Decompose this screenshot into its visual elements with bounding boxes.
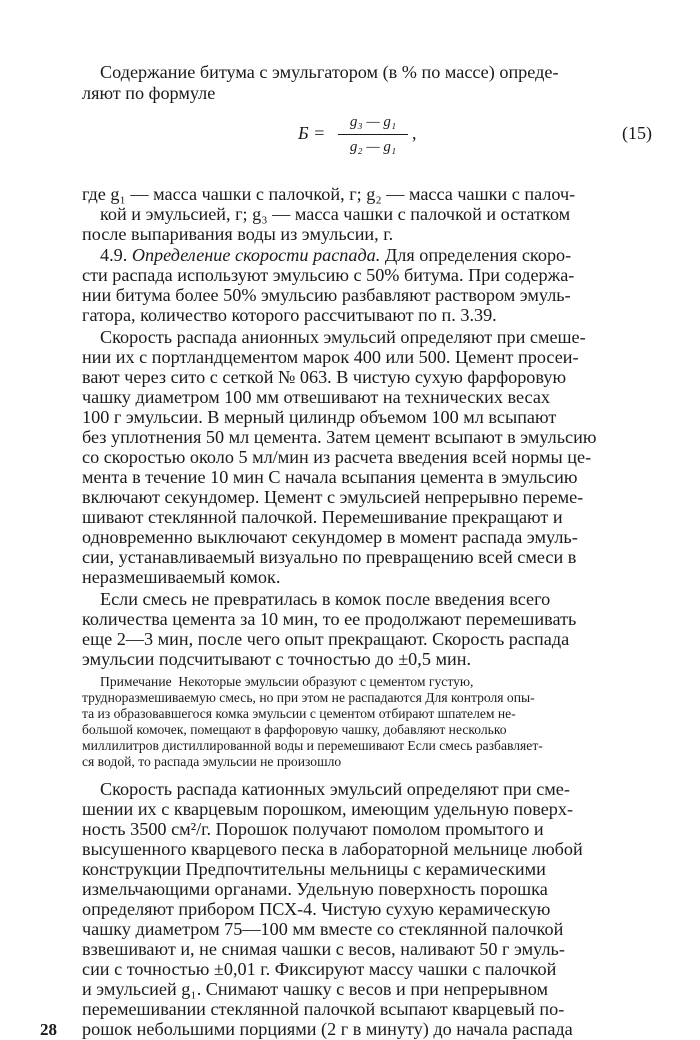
text-line: нии их с портландцементом марок 400 или 500. Цемент просеи- <box>82 347 579 367</box>
text-line: где g₁ — масса чашки с палочкой, г; g₂ — масса чашки с палоч- <box>82 184 576 204</box>
text-line: со скоростью около 5 мл/мин из расчета введения всей нормы це- <box>82 447 592 467</box>
text-line: количества цемента за 10 мин, то ее продолжают перемешивать <box>82 609 577 629</box>
text-line: ность 3500 см²/г. Порошок получают помолом промытого и <box>82 819 544 839</box>
text-line: неразмешиваемый комок. <box>82 567 281 587</box>
text-line: 100 г эмульсии. В мерный цилиндр объемом 100 мл всыпают <box>82 407 557 427</box>
note-line: миллилитров дистиллированной воды и перемешивают Если смесь разбавляет- <box>82 738 543 753</box>
section-heading-line <box>100 245 571 265</box>
text-line: взвешивают и, не снимая чашки с весов, наливают 50 г эмуль- <box>82 939 565 959</box>
text-line: гатора, количество которого рассчитывают по п. 3.39. <box>82 305 497 325</box>
text-line: Содержание битума с эмульгатором (в % по массе) опреде- <box>100 62 559 82</box>
text-line: нии битума более 50% эмульсию разбавляют раствором эмуль- <box>82 285 571 305</box>
formula-denominator: g₂ — g₁ <box>349 139 397 155</box>
section-number: 4.9. <box>100 245 132 265</box>
text-line: конструкции Предпочтительны мельницы с керамическими <box>82 859 546 879</box>
fraction-bar <box>338 134 408 135</box>
text-line: вают через сито с сеткой № 063. В чистую сухую фарфоровую <box>82 367 567 387</box>
text-line: после выпаривания воды из эмульсии, г. <box>82 224 394 244</box>
text-line: еще 2—3 мин, после чего опыт прекращают. Скорость распада <box>82 629 570 649</box>
text-line: перемешивании стеклянной палочкой всыпают кварцевый по- <box>82 999 565 1019</box>
section-heading-text <box>100 245 571 265</box>
note-line: большой комочек, помещают в фарфоровую чашку, добавляют несколько <box>82 722 507 737</box>
text-line: Если смесь не превратилась в комок после введения всего <box>100 589 551 609</box>
text-line: кой и эмульсией, г; g₃ — масса чашки с палочкой и остатком <box>100 204 571 224</box>
text-line: Скорость распада катионных эмульсий определяют при сме- <box>100 779 570 799</box>
text-line: одновременно выключают секундомер в момент распада эмуль- <box>82 527 578 547</box>
text-line: чашку диаметром 75—100 мм вместе со стеклянной палочкой <box>82 919 564 939</box>
text-line: определяют прибором ПСХ-4. Чистую сухую керамическую <box>82 899 551 919</box>
text-line: ляют по формуле <box>82 83 216 103</box>
section-text: Для определения скоро- <box>380 245 572 265</box>
text-line: высушенного кварцевого песка в лабораторной мельнице любой <box>82 839 583 859</box>
text-line: эмульсии подсчитывают с точностью до ±0,5 мин. <box>82 649 471 669</box>
text-line: рошок небольшими порциями (2 г в минуту) до начала распада <box>82 1019 573 1039</box>
text-line: включают секундомер. Цемент с эмульсией непрерывно переме- <box>82 487 584 507</box>
text-line: чашку диаметром 100 мм отвешивают на технических весах <box>82 387 551 407</box>
note-line: ся водой, то распада эмульсии не произошло <box>82 754 342 769</box>
text-line: и эмульсией g₁. Снимают чашку с весов и при непрерывном <box>82 979 549 999</box>
section-title: Определение скорости распада. <box>131 245 381 265</box>
text-line: измельчающими органами. Удельную поверхность порошка <box>82 879 548 899</box>
text-line: сии, устанавливаемый визуально по превращению всей смеси в <box>82 547 577 567</box>
formula-number: (15) <box>622 123 652 143</box>
note-line: та из образовавшегося комка эмульсии с цементом отбирают шпателем не- <box>82 706 516 721</box>
text-line: сии с точностью ±0,01 г. Фиксируют массу чашки с палочкой <box>82 959 557 979</box>
text-line: мента в течение 10 мин С начала всыпания цемента в эмульсию <box>82 467 578 487</box>
text-line: Скорость распада анионных эмульсий определяют при смеше- <box>100 327 586 347</box>
formula-lhs: Б = <box>298 123 326 143</box>
note-line: Примечание Некоторые эмульсии образуют с цементом густую, <box>100 674 474 689</box>
page-number: 28 <box>40 1020 57 1039</box>
formula-comma: , <box>412 123 417 143</box>
text-line: без уплотнения 50 мл цемента. Затем цемент всыпают в эмульсию <box>82 427 597 447</box>
formula-numerator: g₃ — g₁ <box>349 114 397 130</box>
text-line: шивают стеклянной палочкой. Перемешивание прекращают и <box>82 507 563 527</box>
text-line: сти распада используют эмульсию с 50% битума. При содержа- <box>82 265 575 285</box>
text-line: шении их с кварцевым порошком, имеющим удельную поверх- <box>82 799 574 819</box>
note-line: трудноразмешиваемую смесь, но при этом не распадаются Для контроля опы- <box>82 690 535 705</box>
